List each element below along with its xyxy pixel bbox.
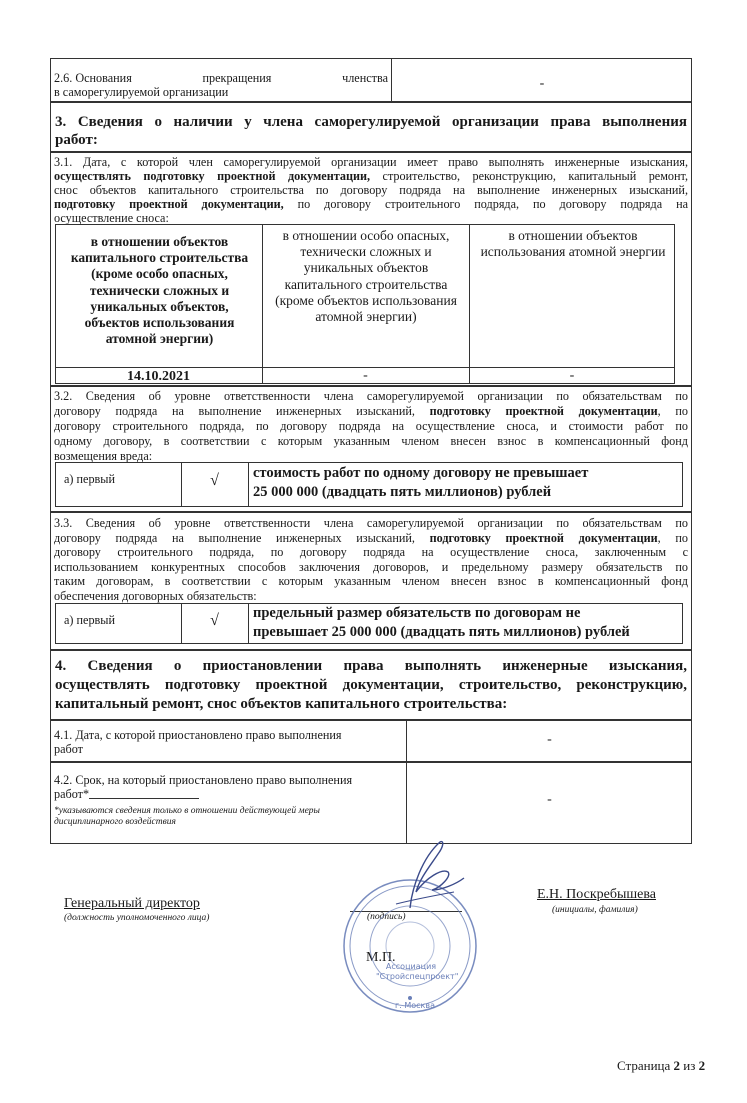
row-4-1-value: -: [547, 732, 552, 747]
signer-name: Е.Н. Поскребышева: [537, 887, 657, 902]
scope-col-hazardous: в отношении особо опасных, технически сложных и уникальных объектов капитального строительства (кроме объектов использования атомной энергии): [275, 228, 457, 325]
obligations-description: предельный размер обязательств по договорам не превышает 25 000 000 (двадцать пять миллионов) рублей: [253, 605, 630, 640]
page-number: Страница 2 из 2: [617, 1058, 706, 1073]
signer-caption: (инициалы, фамилия): [552, 905, 638, 915]
row-2-6-label: 2.6. Основания прекращения членства в саморегулируемой организации: [54, 71, 388, 99]
scope-col-general: в отношении объектов капитального строительства (кроме особо опасных, технически сложных и уникальных объектов, объектов использования атомной энергии): [70, 234, 249, 347]
scope-date-nuclear: -: [569, 368, 575, 383]
liability-checkmark: √: [210, 472, 219, 489]
obligations-level: а) первый: [64, 613, 116, 627]
scope-date-general: 14.10.2021: [127, 369, 190, 384]
stamp-mp-label: М.П.: [366, 950, 396, 965]
position-title: Генеральный директор: [64, 896, 200, 911]
handwritten-signature: [382, 838, 472, 918]
liability-level: а) первый: [64, 472, 116, 486]
stamp-center-text: Ассоциация "Стройспецпроект": [376, 962, 459, 981]
row-4-2-note: *указываются сведения только в отношении действующей меры дисциплинарного воздействия: [54, 806, 320, 827]
section-4-heading: 4. Сведения о приостановлении права выполнять инженерные изыскания, осуществлять подготовку проектной документации, строительство, реконструкцию, капитальный ремонт, снос объектов капитального строительства:: [55, 658, 687, 712]
liability-description: стоимость работ по одному договору не превышает 25 000 000 (двадцать пять миллионов) рублей: [253, 465, 589, 500]
section-3-1-text: 3.1. Дата, с которой член саморегулируемой организации имеет право выполнять инженерные изыскания, осуществлять подготовку проектной документации, строительство, реконструкцию, капитальный ремонт, снос объектов капитального строительства по договору подряда на выполнение инженерных изысканий, подготовку проектной документации, по договору строительного подряда, по договору подряда на осуществление сноса:: [54, 155, 688, 225]
section-3-3-text: 3.3. Сведения об уровне ответственности члена саморегулируемой организации по обязательствам по договору подряда на выполнение инженерных изысканий, подготовку проектной документации, по договору строительного подряда, по договору подряда на осуществление сноса, заключенным с использованием конкурентных способов заключения договоров, и предельному размеру обязательств по таким договорам, в соответствии с которым указанным членом внесен взнос в компенсационный фонд обеспечения договорных обязательств:: [54, 516, 688, 603]
row-4-1-label: 4.1. Дата, с которой приостановлено право выполнения работ: [54, 728, 342, 756]
row-4-2-value: -: [547, 792, 552, 807]
position-caption: (должность уполномоченного лица): [64, 913, 210, 923]
stamp-city: г. Москва: [395, 1001, 435, 1010]
section-3-heading: 3. Сведения о наличии у члена саморегулируемой организации права выполнения: [55, 114, 687, 130]
signature-caption: (подпись): [367, 912, 406, 922]
row-2-6-value: -: [539, 76, 545, 91]
scope-col-nuclear: в отношении объектов использования атомной энергии: [480, 228, 666, 260]
obligations-checkmark: √: [210, 612, 219, 629]
scope-date-hazardous: -: [363, 368, 368, 383]
row-4-2-label: 4.2. Срок, на который приостановлено право выполнения работ*: [54, 773, 353, 801]
section-3-2-text: 3.2. Сведения об уровне ответственности члена саморегулируемой организации по обязательствам по договору подряда на выполнение инженерных изысканий, подготовку проектной документации, по договору строительного подряда, по договору подряда на осуществление сноса, и стоимости работ по одному договору, в соответствии с которым указанным членом внесен взнос в компенсационный фонд возмещения вреда:: [54, 389, 688, 463]
